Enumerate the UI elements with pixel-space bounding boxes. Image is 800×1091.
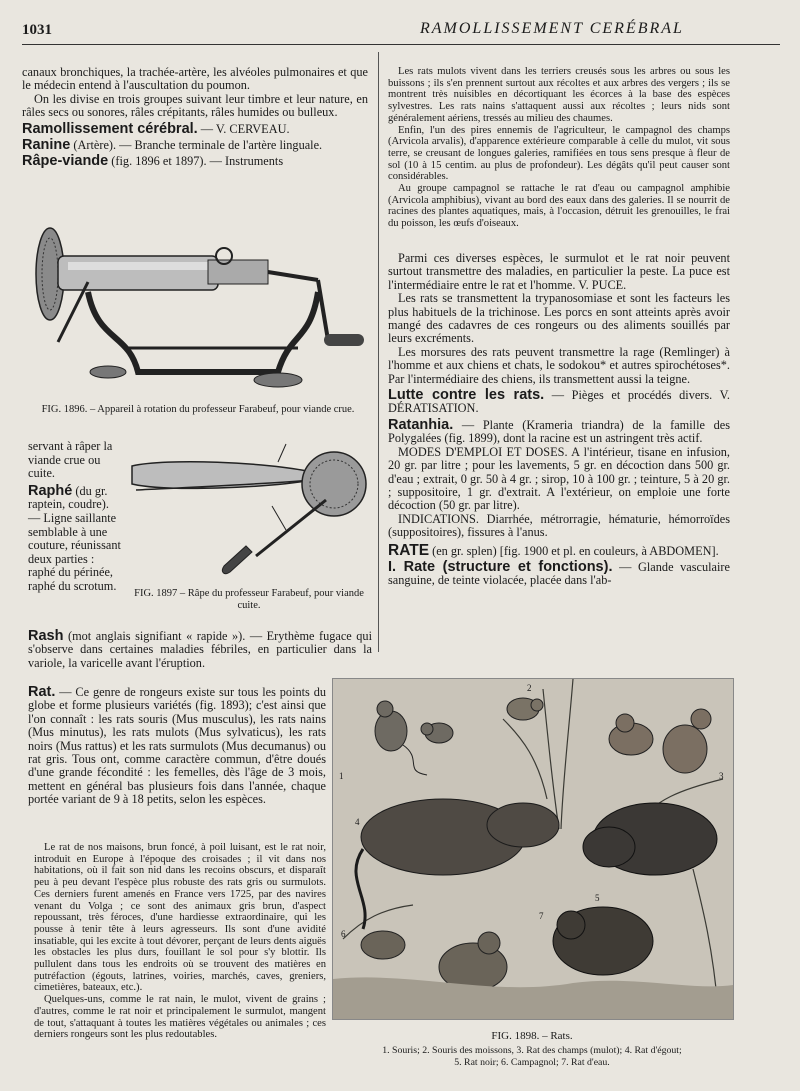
figure-1898-title: FIG. 1898. – Rats. (491, 1030, 573, 1042)
entry-lutte-text: — Pièges et procédés divers. V. DÉRATISATION. (388, 388, 730, 416)
mulots-paragraph: Les rats mulots vivent dans les terriers creusés sous les arbres ou sous les buissons ; ils s'en prennent surtout aux récoltes et aux arbres des vergers ; ils se montrent très nuisibles en décortiquant les écorces à la base des espèces sylvestres. Les rats nains s'attaquent aussi aux récoltes ; leurs nids sont généralement aériens, tressés au milieu des chaumes. (388, 66, 730, 124)
hand-grater-drawing (126, 440, 370, 580)
entry-rat (28, 686, 326, 807)
rales-paragraph: On les divise en trois groupes suivant leur timbre et leur nature, en râles secs ou sonores, râles crépitants, râles humides ou bulleux. (22, 91, 368, 120)
plate-number-1: 1 (339, 771, 344, 781)
figure-1896-image (28, 222, 368, 400)
entry-lutte-head: Lutte contre les rats. (388, 387, 545, 404)
figure-1898-legend-line-1: 1. Souris; 2. Souris des moissons, 3. Rat des champs (mulot); 4. Rat d'égout; (382, 1045, 682, 1056)
running-title: RAMOLLISSEMENT CERÉBRAL (420, 20, 684, 37)
figure-1897-image (126, 440, 370, 580)
entry-rat-paragraph (28, 686, 326, 807)
plate-number-4: 4 (355, 817, 360, 827)
entry-raphe (28, 482, 124, 594)
rat-details (34, 842, 326, 1041)
servant-text: servant à râper la viande crue ou cuite. (28, 439, 113, 481)
entry-lutte (388, 389, 730, 416)
entry-ratanhia (388, 416, 730, 446)
intro-paragraph: canaux bronchiques, la trachée-artère, les alvéoles pulmonaires et que le médecin entend à l'auscultation du poumon. (22, 65, 368, 93)
figure-1897-caption: FIG. 1897 – Râpe du professeur Farabeuf, pour viande cuite. (134, 588, 364, 611)
plate-number-3: 3 (719, 771, 724, 781)
entry-rate-structure-head: I. Rate (structure et fonctions). (388, 558, 613, 575)
entry-rash-text: (mot anglais signifiant « rapide »). — Erythème fugace qui s'observe dans certaines maladies fébriles, en particulier dans la variole, la varicelle avant l'éruption. (28, 629, 372, 670)
entry-rate-head: RATE (388, 541, 430, 559)
column-divider (378, 52, 379, 652)
entry-rash-paragraph (28, 630, 372, 670)
figure-1898-legend-line-2: 5. Rat noir; 6. Campagnol; 7. Rat d'eau. (454, 1057, 610, 1068)
entry-raphe-head: Raphé (28, 482, 73, 499)
entry-ratanhia-text: — Plante (Krameria triandra) de la famille des Polygalées (fig. 1899), dont la racine est un astringent très actif. (388, 417, 730, 446)
rats-illustration (333, 679, 733, 1019)
parmi-paragraph: Parmi ces diverses espèces, le surmulot et le rat noir peuvent surtout transmettre des maladies, en particulier la peste. La puce est l'intermédiaire entre le rat et l'homme. V. PUCE. (388, 251, 730, 292)
modes-paragraph: MODES D'EMPLOI ET DOSES. A l'intérieur, tisane en infusion, 20 gr. par litre ; pour les lavements, 5 gr. en décoction dans 500 gr. d'eau ; extrait, 0 gr. 50 à 4 gr. ; sirop, 10 à 100 gr. ; teinture, 5 à 20 gr. ; suppositoire, 1 gr. d'extrait. A l'extérieur, on emploie une forte décoction (50 gr. par litre). (388, 444, 730, 513)
page-number: 1031 (22, 22, 52, 38)
entry-rape-viande (22, 155, 368, 168)
rat-7-eau (553, 907, 653, 975)
entry-ranine-text: (Artère). — Branche terminale de l'artère linguale. (70, 138, 323, 153)
entry-rape-text: (fig. 1896 et 1897). — Instruments (108, 154, 284, 169)
entry-rat-head: Rat. (28, 684, 56, 700)
trypanosomiase-paragraph: Les rats se transmettent la trypanosomiase et sont les facteurs les plus habituels de la trichinose. Les porcs en sont atteints après avoir mangé des cadavres de ces rongeurs ou des aliments souillés par leurs excréments. (388, 291, 730, 346)
plate-number-7: 7 (539, 911, 544, 921)
right-small-print (388, 66, 730, 230)
rotary-grater-drawing (28, 222, 368, 400)
entry-rat-text: — Ce genre de rongeurs existe sur tous les points du globe et forme plusieurs variétés (fig. 1893); c'est ainsi que l'on connaît : les rats souris (Mus musculus), les rats nains (Mus minutus), les rats mulots (Mus sylvaticus), les rats noirs (Mus rattus) et les rats surmulots (Mus decumanus) ou rat gris. Tous ont, comme caractère commun, d'être doués d'une grande fécondité : les femelles, dès l'âge de 3 mois, mettent en général bas plusieurs fois dans l'année, chaque portée variant de 9 à 18 petits, selon les espèces. (28, 685, 326, 807)
figure-1896-caption: FIG. 1896. – Appareil à rotation du professeur Farabeuf, pour viande crue. (41, 404, 355, 415)
left-column-top (22, 66, 368, 169)
entry-rape-head: Râpe-viande (22, 153, 109, 170)
plate-number-6: 6 (341, 929, 346, 939)
campagnol-paragraph: Enfin, l'un des pires ennemis de l'agriculteur, le campagnol des champs (Arvicola arvalis), d'apparence extérieure comparable à celle du mulot, vit sous terre, se creusant de longues galeries, ramifiées en tous sens presque à fleur de sol (10 à 15 centim. au plus de profondeur). Les dégâts qu'il peut causer sont considérables. (388, 124, 730, 183)
entry-rash-head: Rash (28, 628, 64, 644)
right-main-text (388, 252, 730, 588)
entry-ranine-head: Ranine (22, 137, 71, 154)
plate-number-5: 5 (595, 893, 600, 903)
entry-rate-structure (388, 558, 730, 588)
figure-1898-plate (332, 678, 734, 1020)
entry-rate-structure-text: — Glande vasculaire sanguine, de teinte violacée, placée dans l'ab- (388, 559, 730, 588)
entry-ratanhia-head: Ratanhia. (388, 416, 454, 433)
rat-maisons-paragraph: Le rat de nos maisons, brun foncé, à poil luisant, est le rat noir, introduit en Europe à l'époque des croisades ; il vit dans nos habitations, où il fait son nid dans les recoins obscurs, et disparaît peu à peu devant l'espèce plus robuste des rats gris ou surmulots. Ces derniers furent amenés en France vers 1725, par des navires venant du Volga ; ce sont des animaux gris brun, d'aspect repoussant, très féroces, d'une hardiesse extraordinaire, qui les pousse à tenir tête à leurs agresseurs. Ils sont d'une avidité insatiable, qui les excite à tout dévorer, perçant de leurs dents aiguës les obstacles les plus durs, fouillant le sol pour s'y blottir. Ils pullulent dans tous les endroits où se trouvent des matières en putréfaction (égouts, latrines, voiries, marchés, caves, greniers, cimetières, bateaux, etc.). (34, 842, 326, 994)
entry-rate-text: (en gr. splen) [fig. 1900 et pl. en couleurs, à ABDOMEN]. (429, 543, 719, 558)
morsures-paragraph: Les morsures des rats peuvent transmettre la rage (Remlinger) à l'homme et aux chiens et chats, le sodokou* et autres spirochétoses*. Par l'intermédiaire des chiens, ils transmettent aussi la teigne. (388, 344, 730, 386)
plate-number-2: 2 (527, 683, 532, 693)
entry-raphe-text: (du gr. raptein, coudre). — Ligne saillante semblable à une couture, réunissant deux parties : raphé du périnée, raphé du scrotum. (28, 483, 121, 593)
entry-ramollissement-head: Ramollissement cérébral. (22, 120, 198, 137)
left-narrow-column (28, 440, 124, 594)
entry-ramollissement (22, 120, 368, 137)
entry-ranine (22, 139, 368, 152)
quelques-uns-paragraph: Quelques-uns, comme le rat nain, le mulot, vivent de grains ; d'autres, comme le rat noir et principalement le surmulot, mangent de tout, s'attaquant à toutes les matières végétales ou animales ; ces derniers rongeurs sont les plus redoutables. (34, 994, 326, 1041)
entry-rate (388, 541, 730, 559)
amphibie-paragraph: Au groupe campagnol se rattache le rat d'eau ou campagnol amphibie (Arvicola amphibius), vivant au bord des eaux dans des galeries. Il se nourrit de racines des plantes aquatiques, mais, à l'occasion, détruit les grenouilles, le frai du poisson, les œufs d'oiseaux. (388, 183, 730, 230)
entry-rash (28, 630, 372, 670)
indications-paragraph: INDICATIONS. Diarrhée, métrorragie, hématurie, hémorroïdes (suppositoires), fissures à l'anus. (388, 511, 730, 540)
entry-ramollissement-text: — V. CERVEAU. (197, 121, 290, 136)
header-rule (22, 44, 780, 45)
